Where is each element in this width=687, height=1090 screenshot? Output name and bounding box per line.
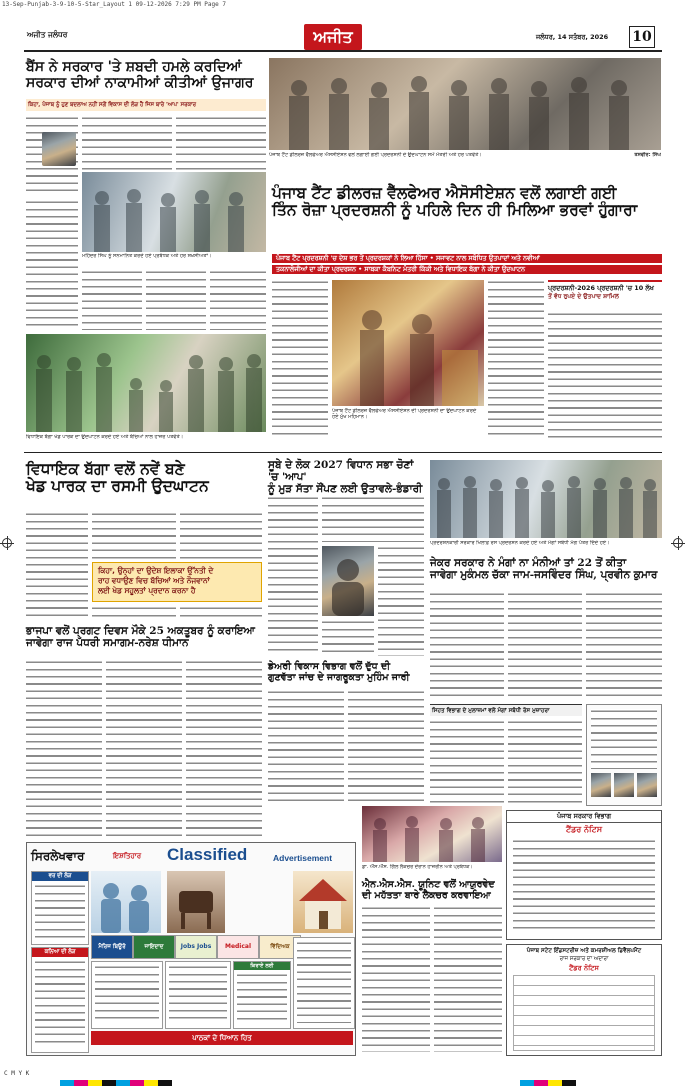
main-sidebar-subtitle: ਤੋਂ ਵੱਧ ਰੁਪਏ ਦੇ ਉਤਪਾਦ ਸ਼ਾਮਿਲ bbox=[548, 293, 619, 300]
classified-ad-col1 bbox=[31, 871, 89, 945]
protest-story-column2 bbox=[508, 592, 582, 700]
classified-ad-block3 bbox=[233, 961, 291, 1029]
classified-ad-col2 bbox=[31, 947, 89, 1053]
tender2-table bbox=[513, 975, 655, 1051]
honour-ceremony-photo bbox=[82, 172, 266, 252]
aap-story-headline bbox=[268, 460, 424, 495]
cmyk-label: C M Y K bbox=[4, 1070, 30, 1077]
swatch-magenta-2 bbox=[130, 1080, 144, 1086]
ad-block1-text bbox=[95, 965, 159, 1023]
main-sidebar-body bbox=[548, 312, 662, 440]
lecture-photo bbox=[362, 806, 502, 862]
ad-block4-text bbox=[297, 941, 351, 1023]
main-headline-line2: ਤਿੰਨ ਰੋਜ਼ਾ ਪ੍ਰਦਰਸ਼ਨੀ ਨੂੰ ਪਹਿਲੇ ਦਿਨ ਹੀ ਮਿਲਿਆ ਭਰਵਾਂ ਹੁੰਗਾਰਾ bbox=[272, 200, 638, 220]
park-inauguration-photo bbox=[26, 334, 266, 432]
park-story-column1 bbox=[26, 512, 88, 620]
notice-ad-text bbox=[591, 709, 657, 769]
lecture-story-column1 bbox=[362, 906, 430, 1052]
story1-headline-line2: ਸਰਕਾਰ ਦੀਆਂ ਨਾਕਾਮੀਆਂ ਕੀਤੀਆਂ ਉਜਾਗਰ bbox=[26, 74, 254, 91]
tender2-sub: ਰਾਜ ਸਰਕਾਰ ਦਾ ਅਦਾਰਾ bbox=[559, 956, 609, 962]
classified-title-en: Classified bbox=[167, 845, 248, 864]
health-staff-strip: ਸਿਹਤ ਵਿਭਾਗ ਦੇ ਮੁਲਾਜ਼ਮਾਂ ਵਲੋਂ ਮੰਗਾਂ ਸਬੰਧੀ ਰੋਸ ਮੁਜ਼ਾਹਰਾ bbox=[430, 704, 582, 716]
photo-silhouettes-4 bbox=[26, 334, 266, 432]
classified-ad-medical: Medical bbox=[217, 935, 259, 959]
bjp-story-column3 bbox=[186, 660, 262, 836]
classified-tag-pa: ਇਸ਼ਤਿਹਾਰ bbox=[113, 852, 142, 860]
park-story-column3b bbox=[180, 606, 262, 620]
protest-headline-line2: ਜਾਵੇਗਾ ਮੁਕੰਮਲ ਚੱਕਾ ਜਾਮ-ਜਸਵਿੰਦਰ ਸਿੰਘ, ਪ੍ਰਵੀਨ ਕੁਮਾਰ bbox=[430, 568, 658, 581]
health-story-column2 bbox=[508, 720, 582, 806]
lecture-story-column2 bbox=[434, 906, 502, 1052]
notice-photo-3 bbox=[637, 773, 657, 797]
story1-column-b bbox=[146, 270, 206, 330]
ad-block3-text bbox=[237, 973, 287, 1023]
color-calibration-bar-right bbox=[520, 1071, 576, 1090]
story1-column-c bbox=[210, 270, 266, 330]
dairy-headline-line1: ਡੇਅਰੀ ਵਿਕਾਸ ਵਿਭਾਗ ਵਲੋਂ ਦੁੱਧ ਦੀ bbox=[268, 661, 391, 672]
tender2-title: ਪੰਜਾਬ ਸਟੇਟ ਇੰਡਸਟਰੀਜ਼ ਅਤੇ ਕਮਰਸ਼ੀਅਲ ਡਿਵੈਲਪਮੈਂਟ bbox=[526, 948, 642, 954]
story1-headline bbox=[26, 60, 266, 91]
protest-photo bbox=[430, 460, 662, 538]
classified-illustration-chair bbox=[167, 871, 225, 933]
notice-ad-photos bbox=[591, 773, 657, 797]
classified-ad-education: ਵਿੱਦਿਅਕ bbox=[259, 935, 301, 959]
aap-leader-portrait bbox=[322, 546, 374, 616]
story1-portrait bbox=[42, 132, 76, 166]
edition-label: ਅਜੀਤ ਜਲੰਧਰ bbox=[27, 30, 68, 39]
bjp-story-headline bbox=[26, 626, 262, 650]
classified-ad-block2 bbox=[165, 961, 231, 1029]
swatch-black-2 bbox=[158, 1080, 172, 1086]
house-illustration bbox=[293, 871, 353, 933]
exhibition-group-photo bbox=[269, 58, 661, 150]
swatch-black-3 bbox=[562, 1080, 576, 1086]
park-headline-line1: ਵਿਧਾਇਕ ਬੱਗਾ ਵਲੋਂ ਨਵੇਂ ਬਣੇ bbox=[26, 459, 185, 478]
lecture-headline-line1: ਐਨ.ਐਸ.ਐਸ. ਯੂਨਿਟ ਵਲੋਂ ਆਯੁਰਵੇਦ bbox=[362, 879, 495, 890]
main-sidebar-header bbox=[548, 280, 662, 310]
main-story-column1 bbox=[272, 280, 328, 440]
health-story-column1 bbox=[430, 720, 504, 806]
aap-story-column2 bbox=[322, 496, 424, 542]
tender1-body bbox=[513, 839, 655, 929]
portrait-silhouette bbox=[322, 546, 374, 616]
park-quote-line3: ਲਈ ਖੇਡ ਸਹੂਲਤਾਂ ਪ੍ਰਦਾਨ ਕਰਨਾ ਹੈ bbox=[98, 586, 196, 595]
bjp-headline-line2: ਜਾਵੇਗਾ ਰਾਜ ਪੱਧਰੀ ਸਮਾਗਮ-ਨਰੇਸ਼ ਧੀਮਾਨ bbox=[26, 636, 189, 649]
dairy-story-column1 bbox=[268, 690, 344, 802]
main-story-bar-1: ਪੰਜਾਬ ਟੈਂਟ ਪ੍ਰਦਰਸ਼ਨੀ 'ਚ ਦੇਸ਼ ਭਰ ਤੋਂ ਪ੍ਰਦਰਸ਼ਕਾਂ ਨੇ ਲਿਆ ਹਿੱਸਾ • ਸਜਾਵਟ ਨਾਲ ਸਬੰਧਿਤ ਉਤਪਾਦਾਂ ਅਤੇ ਨਵੀਆਂ bbox=[272, 254, 662, 263]
issue-date: ਜਲੰਧਰ, 14 ਸਤੰਬਰ, 2026 bbox=[536, 33, 609, 41]
aap-story-column3 bbox=[378, 546, 424, 656]
park-story-column2 bbox=[92, 512, 176, 560]
registration-mark-right bbox=[673, 538, 683, 548]
classified-ad-block4 bbox=[293, 937, 355, 1029]
park-story-headline bbox=[26, 460, 262, 495]
exhibition-photo-caption bbox=[269, 152, 661, 172]
photo-silhouettes-2 bbox=[82, 172, 266, 252]
swatch-yellow-3 bbox=[548, 1080, 562, 1086]
color-calibration-bar bbox=[60, 1071, 172, 1090]
small-notice-ad bbox=[586, 704, 662, 806]
classified-ad-jobs: Jobs Jobs bbox=[175, 935, 217, 959]
story1-subhead: ਕਿਹਾ, ਪੰਜਾਬ ਨੂੰ ਹੁਣ ਬਦਲਾਅ ਨਹੀਂ ਸਗੋਂ ਵਿਕਾਸ ਦੀ ਲੋੜ ਹੈ ਜਿਸ ਬਾਰੇ 'ਆਪ' ਸਰਕਾਰ bbox=[26, 99, 266, 111]
classified-section bbox=[26, 842, 356, 1056]
aap-story-column1 bbox=[268, 496, 318, 656]
story1-column-a bbox=[82, 270, 142, 330]
dairy-story-column2 bbox=[348, 690, 424, 802]
main-sidebar-title: ਪ੍ਰਦਰਸ਼ਨੀ-2026 ਪ੍ਰਦਰਸ਼ਨੀ 'ਚ 10 ਲੱਖ bbox=[548, 284, 654, 292]
story1-column1-cont bbox=[26, 200, 78, 330]
ad-block2-text bbox=[169, 965, 227, 1023]
swatch-yellow-2 bbox=[144, 1080, 158, 1086]
swatch-cyan bbox=[60, 1080, 74, 1086]
tender1-title: ਟੈਂਡਰ ਨੋਟਿਸ bbox=[565, 825, 603, 834]
protest-story-column3 bbox=[586, 592, 662, 700]
ad-col2-text bbox=[35, 960, 85, 1046]
registration-mark-left bbox=[2, 538, 12, 548]
tender2-tag: ਟੈਂਡਰ ਨੋਟਿਸ bbox=[569, 964, 599, 972]
swatch-cyan-3 bbox=[520, 1080, 534, 1086]
main-story-column3 bbox=[488, 280, 544, 440]
chair-illustration bbox=[167, 871, 225, 933]
bjp-story-column2 bbox=[106, 660, 182, 836]
protest-story-headline bbox=[430, 558, 662, 582]
park-story-column3 bbox=[180, 512, 262, 560]
main-story-bar-2: ਤਕਨਾਲੋਜੀਆਂ ਦਾ ਕੀਤਾ ਪ੍ਰਦਰਸ਼ਨ • ਸਾਬਕਾ ਕੈਬਨਿਟ ਮੰਤਰੀ ਕਿੱਕੀ ਅਤੇ ਵਿਧਾਇਕ ਬੱਗਾ ਨੇ ਕੀਤਾ ਉਦਘਾਟਨ bbox=[272, 265, 662, 274]
lecture-headline-line2: ਦੀ ਮਹੱਤਤਾ ਬਾਰੇ ਲੈਕਚਰ ਕਰਵਾਇਆ bbox=[362, 889, 491, 901]
photo-silhouettes-3 bbox=[332, 280, 484, 406]
section-rule-1 bbox=[24, 452, 662, 453]
page-number: 10 bbox=[629, 26, 655, 48]
classified-illustration-people bbox=[91, 871, 161, 933]
tender-notice-2 bbox=[506, 944, 662, 1056]
ad-col2-header: ਕਨਿਆ ਦੀ ਲੋੜ bbox=[32, 948, 88, 957]
park-story-quote bbox=[92, 562, 262, 602]
ad-col1-header: ਵਰ ਦੀ ਲੋੜ bbox=[32, 872, 88, 881]
protest-headline-line1: ਜੇਕਰ ਸਰਕਾਰ ਨੇ ਮੰਗਾਂ ਨਾ ਮੰਨੀਆਂ ਤਾਂ 22 ਤੋਂ ਕੀਤਾ bbox=[430, 557, 627, 569]
park-photo-caption: ਵਿਧਾਇਕ ਬੱਗਾ ਖੇਡ ਪਾਰਕ ਦਾ ਉਦਘਾਟਨ ਕਰਦੇ ਹੋਏ ਅਤੇ ਬੱਚਿਆਂ ਨਾਲ ਹਾਜ਼ਰ ਪਤਵੰਤੇ। bbox=[26, 434, 184, 440]
ad-col1-text bbox=[35, 884, 85, 938]
main-headline-line1: ਪੰਜਾਬ ਟੈਂਟ ਡੀਲਰਜ਼ ਵੈੱਲਫੇਅਰ ਐਸੋਸੀਏਸ਼ਨ ਵਲੋਂ ਲਗਾਈ ਗਈ bbox=[272, 183, 617, 202]
notice-photo-2 bbox=[614, 773, 634, 797]
main-story-photo-caption: ਪੰਜਾਬ ਟੈਂਟ ਡੀਲਰਜ਼ ਵੈੱਲਫੇਅਰ ਐਸੋਸੀਏਸ਼ਨ ਦੀ ਪ੍ਰਦਰਸ਼ਨੀ ਦਾ ਉਦਘਾਟਨ ਕਰਦੇ ਹੋਏ ਮੁੱਖ ਮਹਿਮਾਨ। bbox=[332, 408, 477, 421]
main-story-headline bbox=[272, 184, 662, 219]
photo-silhouettes bbox=[269, 58, 661, 150]
exhibition-caption-text: ਪੰਜਾਬ ਟੈਂਟ ਡੀਲਰਜ਼ ਵੈੱਲਫੇਅਰ ਐਸੋਸੀਏਸ਼ਨ ਵਲੋਂ ਲਗਾਈ ਗਈ ਪ੍ਰਦਰਸ਼ਨੀ ਦੇ ਉਦਘਾਟਨ ਸਮੇਂ ਮੰਤਰੀ ਅਤੇ ਹੋਰ ਪਤਵੰਤੇ। bbox=[269, 152, 482, 158]
swatch-magenta bbox=[74, 1080, 88, 1086]
honour-photo-caption: ਮਹਿੰਦਰ ਸਿੰਘ ਨੂੰ ਸਨਮਾਨਿਤ ਕਰਦੇ ਹੋਏ ਪ੍ਰਬੰਧਕ ਅਤੇ ਹੋਰ ਸ਼ਖ਼ਸੀਅਤਾਂ। bbox=[82, 253, 212, 259]
swatch-cyan-2 bbox=[116, 1080, 130, 1086]
newspaper-logo: ਅਜੀਤ bbox=[304, 24, 362, 50]
protest-story-column1 bbox=[430, 592, 504, 700]
swatch-yellow bbox=[88, 1080, 102, 1086]
ad-block3-header: ਕਿਰਾਏ ਲਈ bbox=[234, 962, 290, 970]
classified-title-en2: Advertisement bbox=[273, 853, 333, 863]
tender-notice-1 bbox=[506, 810, 662, 940]
park-headline-line2: ਖੇਡ ਪਾਰਕ ਦਾ ਰਸਮੀ ਉਦਘਾਟਨ bbox=[26, 476, 209, 496]
aap-headline-line1: ਸੂਬੇ ਦੇ ਲੋਕ 2027 ਵਿਧਾਨ ਸਭਾ ਚੋਣਾਂ 'ਚ 'ਆਪ' bbox=[268, 459, 414, 483]
classified-ad-property: ਜਾਇਦਾਦ bbox=[133, 935, 175, 959]
readers-notice-bar: ਪਾਠਕਾਂ ਦੇ ਧਿਆਨ ਹਿਤ bbox=[91, 1031, 353, 1045]
photo-silhouettes-5 bbox=[430, 460, 662, 538]
aap-headline-line2: ਨੂੰ ਮੁੜ ਸੱਤਾ ਸੌਂਪਣ ਲਈ ਉਤਾਵਲੇ-ਭੰਡਾਰੀ bbox=[268, 482, 423, 495]
lecture-story-headline bbox=[362, 880, 502, 901]
people-illustration bbox=[91, 871, 161, 933]
bjp-story-column1 bbox=[26, 660, 102, 836]
lecture-photo-caption: ਡਾ. ਐੱਸ.ਐੱਸ. ਗਿੱਲ ਲੈਕਚਰ ਦੌਰਾਨ ਹਾਜ਼ਰੀਨ ਅਤੇ ਪ੍ਰਬੰਧਕ। bbox=[362, 864, 473, 870]
classified-illustration-house bbox=[293, 871, 353, 933]
tender1-org: ਪੰਜਾਬ ਸਰਕਾਰ ਵਿਭਾਗ bbox=[507, 811, 661, 823]
classified-ad-marriage: ਮੈਰਿਜ ਬਿਊਰੋ bbox=[91, 935, 133, 959]
photo-silhouettes-6 bbox=[362, 806, 502, 862]
classified-title-pa: ਸਿਰਲੇਖਵਾਰ bbox=[31, 849, 85, 863]
park-story-column2b bbox=[92, 606, 176, 620]
slug-line: 13-Sep-Punjab-3-9-10-5-Star_Layout 1 09-12-2026 7:29 PM Page 7 bbox=[2, 1, 226, 8]
notice-photo-1 bbox=[591, 773, 611, 797]
dairy-story-headline bbox=[268, 662, 424, 683]
aap-story-column2b bbox=[322, 620, 374, 656]
story1-headline-line1: ਬੈਂਸ ਨੇ ਸਰਕਾਰ 'ਤੇ ਸ਼ਬਦੀ ਹਮਲੇ ਕਰਦਿਆਂ bbox=[26, 59, 242, 75]
park-quote-line2: ਰਾਹ ਵਧਾਉਣ ਵਿਚ ਬੱਚਿਆਂ ਅਤੇ ਨੌਜਵਾਨਾਂ bbox=[98, 576, 210, 585]
dairy-headline-line2: ਗੁਣਵੱਤਾ ਜਾਂਚ ਦੇ ਜਾਗਰੂਕਤਾ ਮੁਹਿੰਮ ਜਾਰੀ bbox=[268, 671, 410, 683]
protest-photo-caption: ਪ੍ਰਦਰਸ਼ਨਕਾਰੀ ਸਰਕਾਰ ਖਿਲਾਫ਼ ਰੋਸ ਪ੍ਰਦਰਸ਼ਨ ਕਰਦੇ ਹੋਏ ਅਤੇ ਮੰਗਾਂ ਸਬੰਧੀ ਮੰਗ ਪੱਤਰ ਦਿੰਦੇ ਹੋਏ। bbox=[430, 540, 610, 546]
classified-ad-block1 bbox=[91, 961, 163, 1029]
swatch-black bbox=[102, 1080, 116, 1086]
main-story-photo bbox=[332, 280, 484, 406]
exhibition-photo-credit: ਤਸਵੀਰ: ਸਿੰਘ bbox=[634, 152, 661, 158]
bjp-headline-line1: ਭਾਜਪਾ ਵਲੋਂ ਪ੍ਰਗਟ ਦਿਵਸ ਮੌਕੇ 25 ਅਕਤੂਬਰ ਨੂੰ ਕਰਾਇਆ bbox=[26, 625, 255, 637]
swatch-magenta-3 bbox=[534, 1080, 548, 1086]
park-quote-line1: ਕਿਹਾ, ਉਨ੍ਹਾਂ ਦਾ ਉਦੇਸ਼ ਇਲਾਕਾ ਉੱਨਤੀ ਦੇ bbox=[98, 566, 214, 575]
masthead-rule bbox=[24, 50, 662, 52]
